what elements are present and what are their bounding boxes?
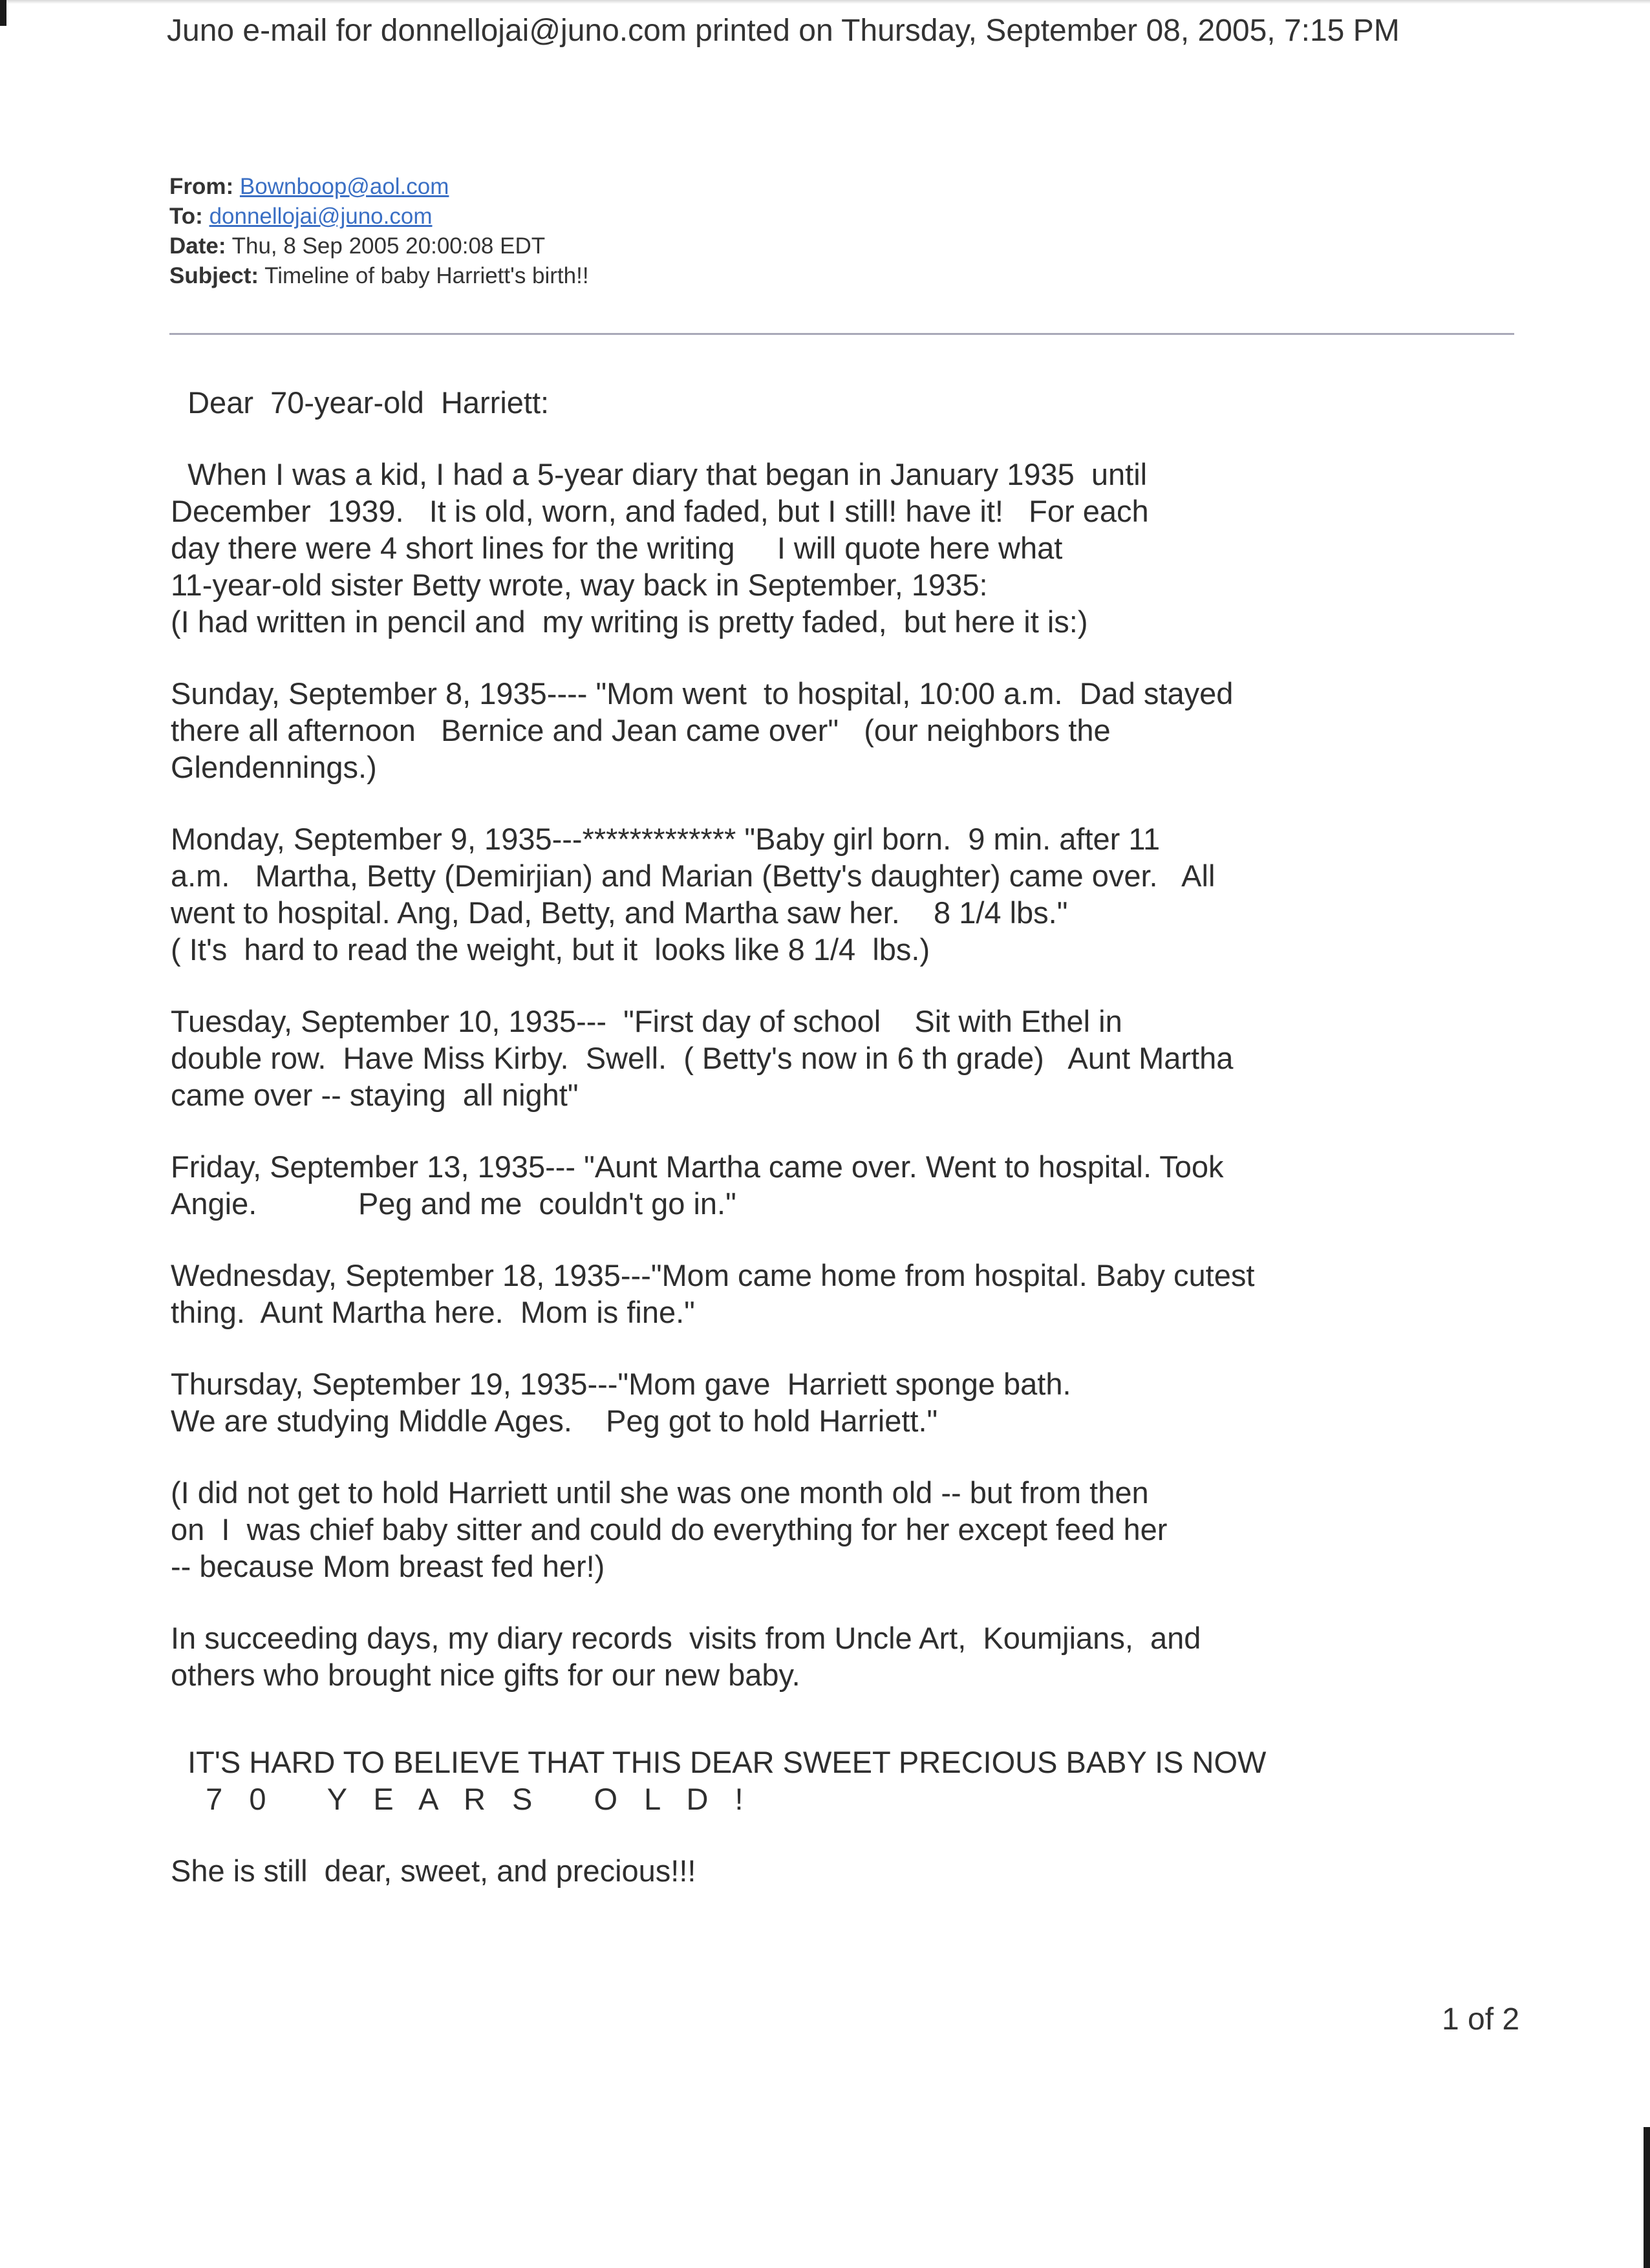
text-line: Glendennings.) — [171, 750, 377, 784]
text-line: 11-year-old sister Betty wrote, way back in September, 1935: — [171, 568, 988, 602]
paragraph-succeeding — [171, 1620, 1464, 1693]
paragraph-note — [171, 1474, 1464, 1585]
subject-row — [169, 261, 589, 291]
email-meta — [169, 172, 589, 291]
date-value: Thu, 8 Sep 2005 20:00:08 EDT — [231, 233, 546, 259]
closing-line: She is still dear, sweet, and precious!!! — [171, 1854, 696, 1888]
paragraph-sep8 — [171, 675, 1464, 786]
text-line: day there were 4 short lines for the writing I will quote here what — [171, 531, 1063, 565]
date-label: Date: — [169, 233, 226, 259]
paragraph-sep10 — [171, 1003, 1464, 1113]
page-number: 1 of 2 — [1442, 2002, 1520, 2037]
paragraph-intro — [171, 456, 1464, 640]
text-line: Monday, September 9, 1935---************* "Baby girl born. 9 min. after 11 — [171, 822, 1161, 856]
subject-label: Subject: — [169, 263, 259, 288]
greeting: Dear 70-year-old Harriett: — [171, 385, 550, 420]
text-line: others who brought nice gifts for our new baby. — [171, 1658, 800, 1692]
to-link[interactable]: donnellojai@juno.com — [209, 204, 433, 229]
scan-edge-top — [0, 0, 1650, 4]
text-line: In succeeding days, my diary records visits from Uncle Art, Koumjians, and — [171, 1621, 1201, 1655]
subject-value: Timeline of baby Harriett's birth!! — [264, 263, 589, 288]
scan-edge-left — [0, 0, 6, 26]
text-line: came over -- staying all night" — [171, 1078, 579, 1112]
text-line: a.m. Martha, Betty (Demirjian) and Marian (Betty's daughter) came over. All — [171, 859, 1216, 893]
paragraph-sep13 — [171, 1148, 1464, 1222]
text-line: Thursday, September 19, 1935---"Mom gave Harriett sponge bath. — [171, 1367, 1071, 1401]
shout-paragraph — [171, 1744, 1464, 1817]
text-line: on I was chief baby sitter and could do everything for her except feed her — [171, 1512, 1168, 1546]
text-line: Friday, September 13, 1935--- "Aunt Martha came over. Went to hospital. Took — [171, 1150, 1224, 1184]
to-label: To: — [169, 204, 203, 229]
text-line: (I did not get to hold Harriett until she was one month old -- but from then — [171, 1475, 1149, 1510]
paragraph-sep19 — [171, 1365, 1464, 1439]
date-row — [169, 231, 589, 261]
text-line: went to hospital. Ang, Dad, Betty, and Martha saw her. 8 1/4 lbs." — [171, 895, 1068, 930]
print-header: Juno e-mail for donnellojai@juno.com printed on Thursday, September 08, 2005, 7:15 PM — [167, 14, 1400, 48]
text-line: ( It's hard to read the weight, but it looks like 8 1/4 lbs.) — [171, 932, 930, 967]
text-line: thing. Aunt Martha here. Mom is fine." — [171, 1295, 695, 1329]
header-divider — [169, 333, 1514, 335]
from-label: From: — [169, 174, 234, 199]
scan-edge-right — [1644, 2127, 1650, 2268]
to-row — [169, 202, 589, 231]
shout-line: IT'S HARD TO BELIEVE THAT THIS DEAR SWEET PRECIOUS BABY IS NOW — [171, 1745, 1267, 1779]
shout-line-age: 7 0 Y E A R S O L D ! — [171, 1782, 753, 1816]
text-line: Angie. Peg and me couldn't go in." — [171, 1186, 736, 1221]
text-line: double row. Have Miss Kirby. Swell. ( Betty's now in 6 th grade) Aunt Martha — [171, 1041, 1234, 1075]
text-line: (I had written in pencil and my writing is pretty faded, but here it is:) — [171, 604, 1088, 639]
text-line: December 1939. It is old, worn, and faded, but I still! have it! For each — [171, 494, 1149, 528]
text-line: We are studying Middle Ages. Peg got to hold Harriett." — [171, 1404, 938, 1438]
text-line: -- because Mom breast fed her!) — [171, 1549, 605, 1583]
paragraph-sep18 — [171, 1257, 1464, 1331]
text-line: there all afternoon Bernice and Jean came over" (our neighbors the — [171, 713, 1111, 747]
from-row — [169, 172, 589, 202]
text-line: Sunday, September 8, 1935---- "Mom went to hospital, 10:00 a.m. Dad stayed — [171, 676, 1234, 711]
text-line: Tuesday, September 10, 1935--- "First day of school Sit with Ethel in — [171, 1004, 1122, 1038]
text-line: When I was a kid, I had a 5-year diary that began in January 1935 until — [171, 457, 1148, 491]
paragraph-sep9 — [171, 820, 1464, 968]
text-line: Wednesday, September 18, 1935---"Mom came home from hospital. Baby cutest — [171, 1258, 1255, 1292]
email-body — [171, 384, 1464, 1889]
from-link[interactable]: Bownboop@aol.com — [239, 174, 449, 199]
